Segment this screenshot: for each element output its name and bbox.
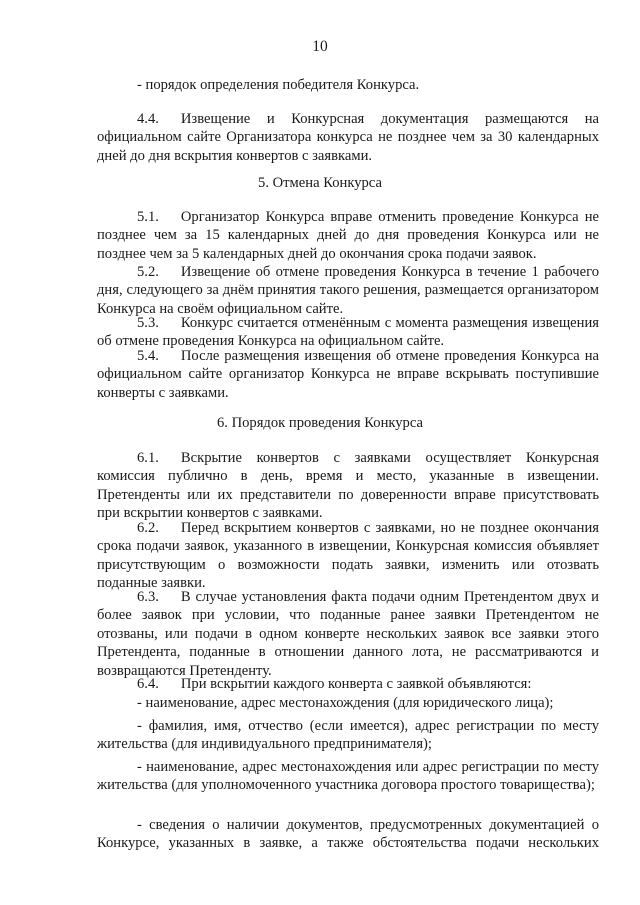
clause-text: Извещение об отмене проведения Конкурса в течение 1 рабочего дня, следующего за днём принятия такого решения, размещается организатором Конкурса на своём официальном сайте. bbox=[97, 264, 599, 317]
paragraph-4-4 bbox=[97, 110, 599, 165]
clause-number: 5.2. bbox=[137, 264, 159, 280]
clause-text: В случае установления факта подачи одним Претендентом двух и более заявок при условии, что поданные ранее заявки Претендентом не отозваны, или подачи в одном конверте нескольких заявок все заявки этого Претендента, поданные в отношении данного лота, не рассматриваются и возвращаются Претенденту. bbox=[97, 589, 599, 679]
paragraph-5-1 bbox=[97, 208, 599, 263]
section-heading-6: 6. Порядок проведения Конкурса bbox=[216, 415, 423, 431]
paragraph-6-3 bbox=[97, 588, 599, 680]
paragraph-5-3 bbox=[97, 314, 599, 351]
list-item-winner-order: - порядок определения победителя Конкурса. bbox=[137, 77, 420, 93]
clause-text: Организатор Конкурса вправе отменить проведение Конкурса не позднее чем за 15 календарных дней до дня проведения Конкурса или не позднее чем за 5 календарных дней до окончания срока подачи заявок. bbox=[97, 209, 599, 262]
section-heading-5: 5. Отмена Конкурса bbox=[258, 175, 382, 191]
list-item-legal-entity: - наименование, адрес местонахождения (для юридического лица); bbox=[137, 695, 554, 711]
clause-text: Извещение и Конкурсная документация размещаются на официальном сайте Организатора конкурса не позднее чем за 30 календарных дней до дня вскрытия конвертов с заявками. bbox=[97, 111, 599, 164]
clause-number: 5.3. bbox=[137, 315, 159, 331]
page-number: 10 bbox=[312, 38, 328, 55]
paragraph-6-1 bbox=[97, 449, 599, 523]
clause-number: 6.4. bbox=[137, 676, 159, 692]
clause-number: 5.4. bbox=[137, 348, 159, 364]
clause-text: При вскрытии каждого конверта с заявкой объявляются: bbox=[180, 676, 532, 692]
clause-number: 4.4. bbox=[137, 111, 159, 127]
paragraph-6-4 bbox=[97, 675, 599, 693]
clause-text: Конкурс считается отменённым с момента размещения извещения об отмене проведения Конкурса на официальном сайте. bbox=[97, 315, 599, 350]
clause-number: 6.3. bbox=[137, 589, 159, 605]
list-item-documents: - сведения о наличии документов, предусмотренных документацией о Конкурсе, указанных в заявке, а также обстоятельства подачи нескольких bbox=[97, 817, 599, 852]
clause-text: После размещения извещения об отмене проведения Конкурса на официальном сайте организатор Конкурса не вправе вскрывать поступившие конверты с заявками. bbox=[97, 348, 599, 401]
clause-number: 6.1. bbox=[137, 450, 159, 466]
list-item-partnership: - наименование, адрес местонахождения или адрес регистрации по месту жительства (для уполномоченного участника договора простого товарищества); bbox=[97, 759, 599, 794]
list-item-entrepreneur: - фамилия, имя, отчество (если имеется), адрес регистрации по месту жительства (для индивидуального предпринимателя); bbox=[97, 718, 599, 753]
clause-number: 6.2. bbox=[137, 520, 159, 536]
paragraph-5-2 bbox=[97, 263, 599, 318]
paragraph-6-2 bbox=[97, 519, 599, 593]
clause-text: Перед вскрытием конвертов с заявками, но не позднее окончания срока подачи заявок, указанного в извещении, Конкурсная комиссия объявляет присутствующим о возможности подать заявки, изменить или отозвать поданные заявки. bbox=[97, 520, 599, 592]
clause-text: Вскрытие конвертов с заявками осуществляет Конкурсная комиссия публично в день, время и место, указанные в извещении. Претенденты или их представители по доверенности вправе присутствовать при вскрытии конвертов с заявками. bbox=[97, 450, 599, 522]
clause-number: 5.1. bbox=[137, 209, 159, 225]
paragraph-5-4 bbox=[97, 347, 599, 402]
